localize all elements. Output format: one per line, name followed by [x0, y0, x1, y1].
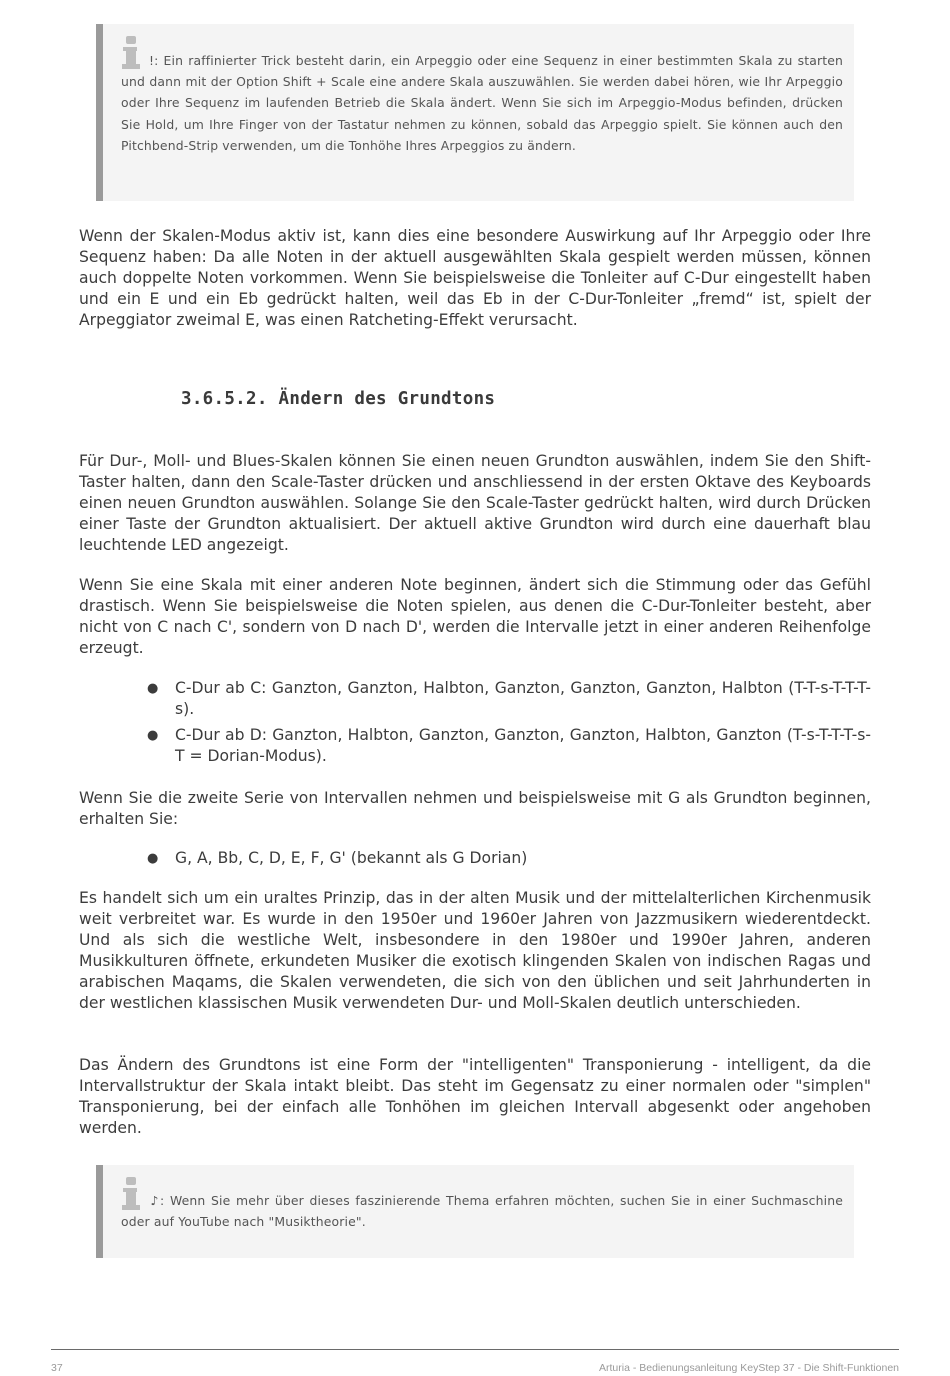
- list-item: ● C-Dur ab D: Ganzton, Halbton, Ganzton, Ganzton, Ganzton, Halbton, Ganzton (T-s-T-T-T-s-T = Dorian-Modus).: [147, 726, 871, 765]
- paragraph-scale-mode-arpeggio: Wenn der Skalen-Modus aktiv ist, kann dies eine besondere Auswirkung auf Ihr Arpeggio oder Ihre Sequenz haben: Da alle Noten in der aktuell ausgewählten Skala gespielt werden müssen, können auch doppelte Noten vorkommen. Wenn Sie beispielsweise die Tonleiter auf C-Dur eingestellt haben und ein E und ein Eb gedrückt halten, weil das Eb in der C-Dur-Tonleiter „fremd“ ist, spielt der Arpeggiator zweimal E, was einen Ratcheting-Effekt verursacht.: [79, 227, 871, 329]
- info-note-1: [96, 24, 854, 201]
- paragraph-second-series: Wenn Sie die zweite Serie von Intervallen nehmen und beispielsweise mit G als Grundton beginnen, erhalten Sie:: [79, 789, 871, 828]
- bullet-icon: ●: [147, 728, 159, 743]
- info-note-2: [96, 1165, 854, 1258]
- paragraph-intervals: Wenn Sie eine Skala mit einer anderen Note beginnen, ändert sich die Stimmung oder das Gefühl drastisch. Wenn Sie beispielsweise die Noten spielen, aus denen die C-Dur-Tonleiter besteht, aber nicht von C nach C', sondern von D nach D', werden die Intervalle jetzt in einer anderen Reihenfolge erzeugt.: [79, 576, 871, 657]
- bullet-icon: ●: [147, 851, 159, 866]
- section-heading: 3.6.5.2. Ändern des Grundtons: [181, 389, 496, 409]
- paragraph-root-note-selection: Für Dur-, Moll- und Blues-Skalen können Sie einen neuen Grundton auswählen, indem Sie den Shift-Taster halten, dann den Scale-Taster drücken und anschliessend in der ersten Oktave des Keyboards einen neuen Grundton auswählen. Solange Sie den Scale-Taster gedrückt halten, wird durch Drücken einer Taste der Grundton aktualisiert. Der aktuell aktive Grundton wird durch eine dauerhaft blau leuchtende LED angezeigt.: [79, 452, 871, 554]
- paragraph-intelligent-transpose: Das Ändern des Grundtons ist eine Form der "intelligenten" Transponierung - intelligent, da die Intervallstruktur der Skala intakt bleibt. Das steht im Gegensatz zu einer normalen oder "simplen" Transponierung, bei der einfach alle Tonhöhen im gleichen Intervall abgesenkt oder angehoben werden.: [79, 1056, 871, 1137]
- note-text: !: Ein raffinierter Trick besteht darin, ein Arpeggio oder eine Sequenz in einer bestimmten Skala zu starten und dann mit der Option Shift + Scale eine andere Skala auszuwählen. Sie werden dabei hören, wie Ihr Arpeggio oder Ihre Sequenz im laufenden Betrieb die Skala ändert. Wenn Sie sich im Arpeggio-Modus befinden, drücken Sie Hold, um Ihre Finger von der Tastatur nehmen zu können, sobald das Arpeggio spielt. Sie können auch den Pitchbend-Strip verwenden, um die Tonhöhe Ihres Arpeggios zu ändern.: [121, 53, 843, 153]
- paragraph-history: Es handelt sich um ein uraltes Prinzip, das in der alten Musik und der mittelalterlichen Kirchenmusik weit verbreitet war. Es wurde in den 1950er und 1960er Jahren von Jazzmusikern wiederentdeckt. Und als sich die westliche Welt, insbesondere in den 1980er und 1990er Jahren, anderen Musikkulturen öffnete, erkundeten Musiker die exotisch klingenden Skalen von indischen Ragas und arabischen Maqams, die Skalen verwendeten, die sich von den üblichen und seit Jahrhunderten in der westlichen klassischen Musik verwendeten Dur- und Moll-Skalen deutlich unterschieden.: [79, 889, 871, 1012]
- bullet-icon: ●: [147, 681, 159, 696]
- list-item: ● C-Dur ab C: Ganzton, Ganzton, Halbton, Ganzton, Ganzton, Ganzton, Halbton (T-T-s-T-T-T-s).: [147, 679, 871, 718]
- footer-divider: [51, 1349, 899, 1350]
- list-item: ● G, A, Bb, C, D, E, F, G' (bekannt als G Dorian): [147, 849, 528, 867]
- interval-list: [79, 678, 871, 767]
- footer-title: Arturia - Bedienungsanleitung KeyStep 37 - Die Shift-Funktionen: [598, 1362, 899, 1374]
- page-number: 37: [51, 1362, 63, 1374]
- note-text: ♪: Wenn Sie mehr über dieses faszinierende Thema erfahren möchten, suchen Sie in einer Suchmaschine oder auf YouTube nach "Musiktheorie".: [121, 1193, 843, 1230]
- dorian-list: [79, 848, 871, 869]
